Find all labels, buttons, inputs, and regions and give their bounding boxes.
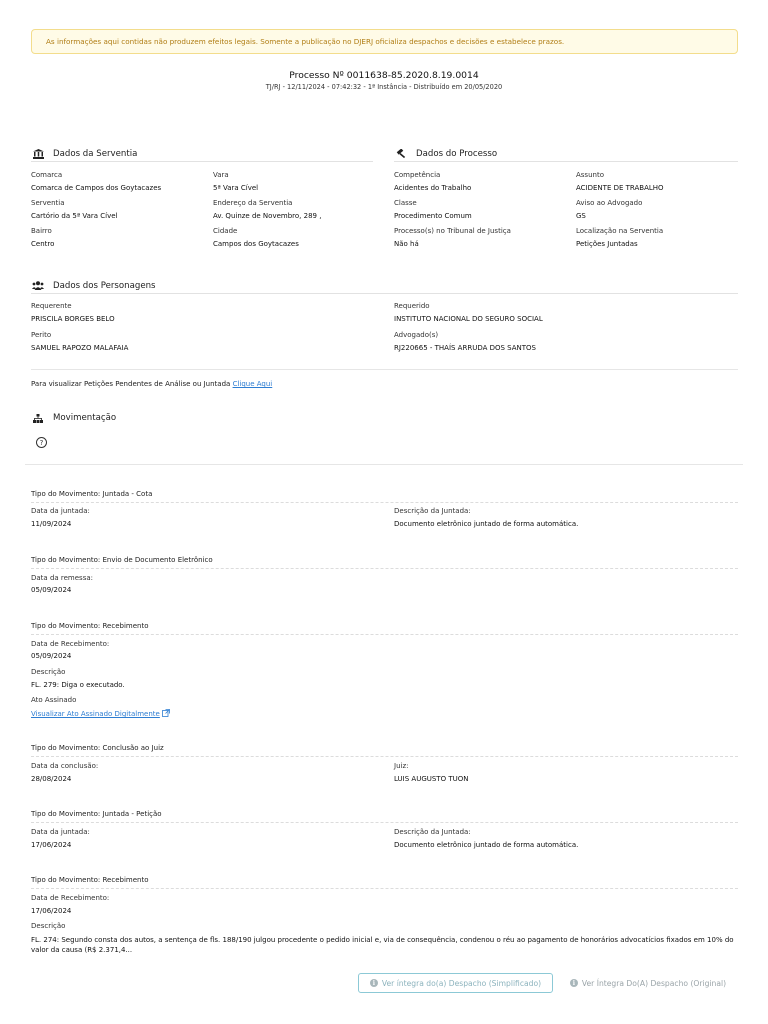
movement-field-value: 17/06/2024: [31, 907, 72, 915]
movement-type: Tipo do Movimento: Juntada - Petição: [31, 810, 162, 818]
pending-petitions-link[interactable]: Clique Aqui: [232, 380, 273, 388]
field-value: Petições Juntadas: [576, 240, 638, 248]
section-processo-title: Dados do Processo: [416, 148, 498, 159]
pending-petitions-text: [31, 380, 272, 388]
movement-field-value: 11/09/2024: [31, 520, 72, 528]
movement-field-label: Descrição: [31, 922, 66, 930]
field-label: Bairro: [31, 227, 52, 235]
field-value: GS: [576, 212, 586, 220]
field-value: Av. Quinze de Novembro, 289 ,: [213, 212, 322, 220]
field-label: Requerido: [394, 302, 430, 310]
section-personagens-title: Dados dos Personagens: [53, 280, 156, 291]
field-value: ACIDENTE DE TRABALHO: [576, 184, 664, 192]
field-value: Acidentes do Trabalho: [394, 184, 472, 192]
section-personagens-heading: [31, 278, 738, 294]
button-label: Ver Íntegra Do(A) Despacho (Original): [581, 978, 727, 988]
field-value: Procedimento Comum: [394, 212, 472, 220]
info-circle-icon: i: [570, 979, 578, 987]
pending-petitions-label: Para visualizar Petições Pendentes de Análise ou Juntada: [31, 380, 231, 388]
movement-type: Tipo do Movimento: Recebimento: [31, 876, 149, 884]
movement-field-label: Data da juntada:: [31, 507, 90, 515]
movement-field-value: Documento eletrônico juntado de forma automática.: [394, 841, 579, 849]
movement-field-label: Data de Recebimento:: [31, 894, 110, 902]
view-original-dispatch-button[interactable]: [560, 973, 736, 993]
movement-type: Tipo do Movimento: Juntada - Cota: [31, 490, 153, 498]
dashed-divider: [31, 756, 738, 757]
bank-icon: [31, 149, 45, 159]
field-label: Comarca: [31, 171, 63, 179]
view-signed-act-link[interactable]: Visualizar Ato Assinado Digitalmente: [31, 710, 160, 718]
movement-field-value: LUIS AUGUSTO TUON: [394, 775, 469, 783]
field-label: Competência: [394, 171, 441, 179]
view-simplified-dispatch-button[interactable]: [358, 973, 553, 993]
movement-type: Tipo do Movimento: Conclusão ao Juiz: [31, 744, 164, 752]
question-circle-icon[interactable]: ?: [36, 437, 47, 448]
process-title: Processo Nº 0011638-85.2020.8.19.0014: [289, 70, 479, 81]
field-label: Cidade: [213, 227, 238, 235]
field-value: Comarca de Campos dos Goytacazes: [31, 184, 162, 192]
field-value: Centro: [31, 240, 55, 248]
movement-field-label: Data da remessa:: [31, 574, 93, 582]
field-label: Endereço da Serventia: [213, 199, 293, 207]
movement-field-value: 28/08/2024: [31, 775, 72, 783]
divider: [31, 369, 738, 370]
field-label: Vara: [213, 171, 229, 179]
movement-field-value: 05/09/2024: [31, 652, 72, 660]
field-value: INSTITUTO NACIONAL DO SEGURO SOCIAL: [394, 315, 543, 323]
section-processo-heading: [394, 146, 738, 162]
movement-field-label: Descrição da Juntada:: [394, 507, 471, 515]
section-movimentacao-heading: [31, 410, 331, 426]
field-label: Assunto: [576, 171, 604, 179]
field-label: Aviso ao Advogado: [576, 199, 643, 207]
field-label: Perito: [31, 331, 52, 339]
section-serventia-heading: [31, 146, 373, 162]
field-label: Classe: [394, 199, 417, 207]
dashed-divider: [31, 502, 738, 503]
movement-field-label: Descrição da Juntada:: [394, 828, 471, 836]
movement-field-label: Descrição: [31, 668, 66, 676]
field-label: Processo(s) no Tribunal de Justiça: [394, 227, 511, 235]
section-movimentacao-title: Movimentação: [53, 413, 117, 423]
movement-field-label: Ato Assinado: [31, 696, 77, 704]
divider: [25, 464, 743, 465]
field-label: Serventia: [31, 199, 65, 207]
movement-field-label: Data da conclusão:: [31, 762, 99, 770]
dashed-divider: [31, 822, 738, 823]
field-label: Localização na Serventia: [576, 227, 664, 235]
dashed-divider: [31, 888, 738, 889]
field-value: PRISCILA BORGES BELO: [31, 315, 115, 323]
movement-field-value: 17/06/2024: [31, 841, 72, 849]
field-label: Requerente: [31, 302, 72, 310]
movement-field-value: 05/09/2024: [31, 586, 72, 594]
dashed-divider: [31, 568, 738, 569]
field-value: Campos dos Goytacazes: [213, 240, 299, 248]
field-value: Não há: [394, 240, 419, 248]
field-value: Cartório da 5ª Vara Cível: [31, 212, 118, 220]
users-icon: [31, 281, 45, 290]
movement-type: Tipo do Movimento: Envio de Documento Eletrônico: [31, 556, 213, 564]
field-value: SAMUEL RAPOZO MALAFAIA: [31, 344, 129, 352]
movement-field-value: Documento eletrônico juntado de forma automática.: [394, 520, 579, 528]
sitemap-icon: [31, 414, 45, 423]
signed-act-link-wrapper: [31, 709, 170, 719]
dashed-divider: [31, 634, 738, 635]
external-document-icon[interactable]: [162, 709, 170, 719]
movement-type: Tipo do Movimento: Recebimento: [31, 622, 149, 630]
section-serventia-title: Dados da Serventia: [53, 148, 138, 159]
gavel-icon: [394, 149, 408, 159]
button-label: Ver íntegra do(a) Despacho (Simplificado): [381, 978, 542, 988]
field-value: 5ª Vara Cível: [213, 184, 259, 192]
movement-field-label: Juiz:: [394, 762, 409, 770]
legal-notice-alert: As informações aqui contidas não produzem efeitos legais. Somente a publicação no DJERJ oficializa despachos e decisões e estabelece prazos.: [31, 29, 738, 54]
movement-description: FL. 274: Segundo consta dos autos, a sentença de fls. 188/190 julgou procedente o pedido inicial e, via de consequência, condenou o réu ao pagamento de honorários advocatícios fixados em 10% do valor da causa (R$ 2.371,4...: [31, 936, 734, 954]
movement-field-label: Data da juntada:: [31, 828, 90, 836]
field-value: RJ220665 - THAÍS ARRUDA DOS SANTOS: [394, 344, 537, 352]
movement-field-value: FL. 279: Diga o executado.: [31, 681, 125, 689]
movement-field-label: Data de Recebimento:: [31, 640, 110, 648]
process-subtitle: TJ/RJ - 12/11/2024 - 07:42:32 - 1ª Instância - Distribuído em 20/05/2020: [265, 83, 503, 91]
info-circle-icon: i: [370, 979, 378, 987]
field-label: Advogado(s): [394, 331, 439, 339]
